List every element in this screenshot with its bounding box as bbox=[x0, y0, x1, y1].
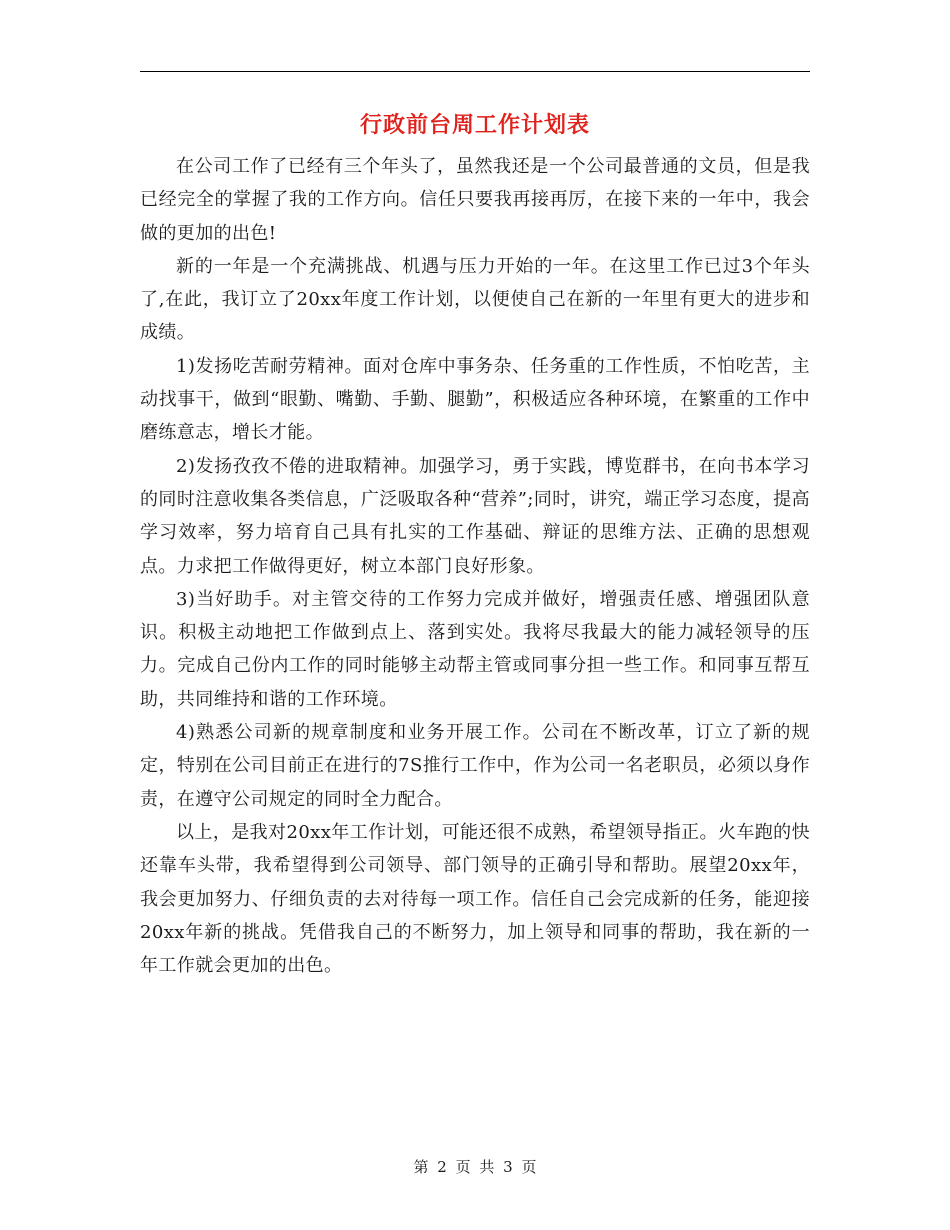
paragraph-intro: 在公司工作了已经有三个年头了，虽然我还是一个公司最普通的文员，但是我已经完全的掌握了我的工作方向。信任只要我再接再厉，在接下来的一年中，我会做的更加的出色! bbox=[140, 156, 810, 244]
paragraph-new-year: 新的一年是一个充满挑战、机遇与压力开始的一年。在这里工作已过3个年头了,在此，我订立了20xx年度工作计划，以便使自己在新的一年里有更大的进步和成绩。 bbox=[140, 255, 810, 344]
paragraph-item-3: 3)当好助手。对主管交待的工作努力完成并做好，增强责任感、增强团队意识。积极主动地把工作做到点上、落到实处。我将尽我最大的能力减轻领导的压力。完成自己份内工作的同时能够主动帮主管或同事分担一些工作。和同事互帮互助，共同维持和谐的工作环境。 bbox=[140, 588, 810, 710]
paragraph-item-1: 1)发扬吃苦耐劳精神。面对仓库中事务杂、任务重的工作性质，不怕吃苦，主动找事干，做到“眼勤、嘴勤、手勤、腿勤”，积极适应各种环境，在繁重的工作中磨练意志，增长才能。 bbox=[140, 355, 810, 444]
header-rule bbox=[140, 71, 810, 72]
document-body bbox=[140, 150, 810, 982]
paragraph-item-2: 2)发扬孜孜不倦的进取精神。加强学习，勇于实践，博览群书，在向书本学习的同时注意收集各类信息，广泛吸取各种“营养”;同时，讲究，端正学习态度，提高学习效率，努力培育自己具有扎实的工作基础、辩证的思维方法、正确的思想观点。力求把工作做得更好，树立本部门良好形象。 bbox=[140, 455, 810, 577]
paragraph-item-4: 4)熟悉公司新的规章制度和业务开展工作。公司在不断改革，订立了新的规定，特别在公司目前正在进行的7S推行工作中，作为公司一名老职员，必须以身作责，在遵守公司规定的同时全力配合。 bbox=[140, 722, 810, 810]
page-number: 第 2 页 共 3 页 bbox=[413, 1158, 537, 1176]
document-title: 行政前台周工作计划表 bbox=[359, 112, 590, 138]
paragraph-conclusion: 以上，是我对20xx年工作计划，可能还很不成熟，希望领导指正。火车跑的快还靠车头带，我希望得到公司领导、部门领导的正确引导和帮助。展望20xx年，我会更加努力、仔细负责的去对待每一项工作。信任自己会完成新的任务，能迎接20xx年新的挑战。凭借我自己的不断努力，加上领导和同事的帮助，我在新的一年工作就会更加的出色。 bbox=[140, 821, 810, 977]
